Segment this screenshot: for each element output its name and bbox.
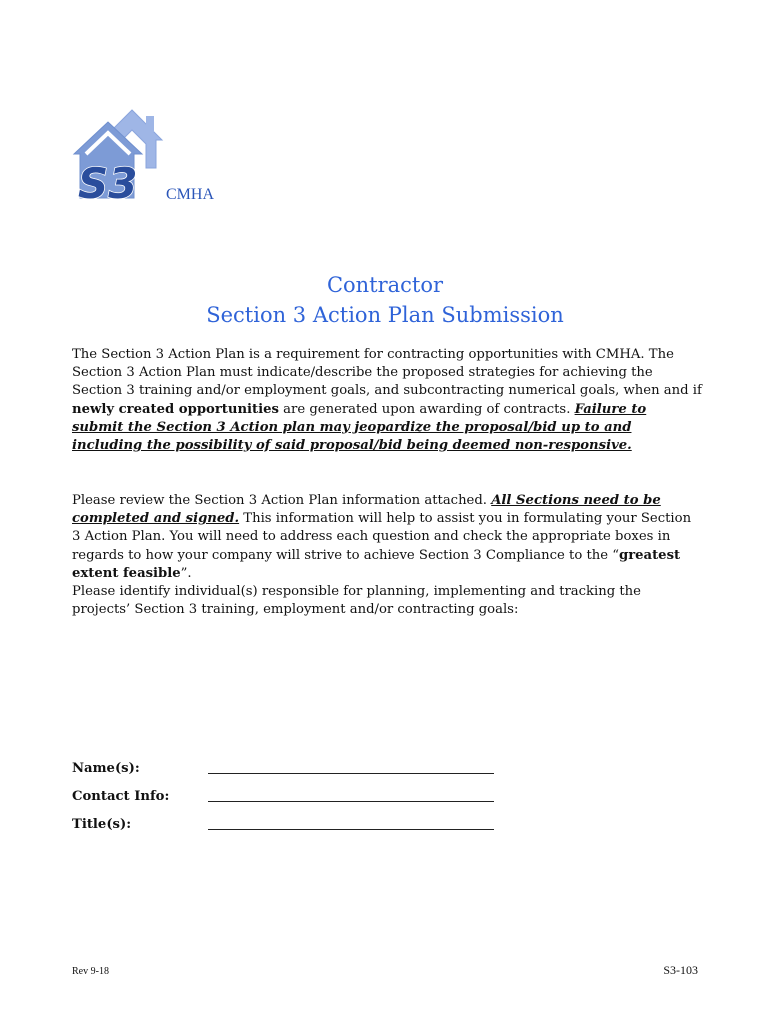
review-text-5: ”. xyxy=(180,565,192,581)
intro-text-3: are generated upon awarding of contracts. xyxy=(278,401,575,417)
logo-text: S3 xyxy=(78,159,138,206)
review-paragraph xyxy=(72,492,702,583)
page-title xyxy=(0,270,770,330)
org-name: CMHA xyxy=(166,186,215,203)
contact-field-row xyxy=(72,788,502,808)
review-text-3: This information will help to assist you in formulating your Section 3 Action Plan. You will need to address each question and check the appropriate boxes in regards to how your company will strive to achieve Section 3 Compliance to the “ xyxy=(72,511,692,563)
intro-bold-text: newly created opportunities xyxy=(72,401,279,417)
contact-label: Contact Info: xyxy=(72,789,170,804)
titles-line[interactable] xyxy=(208,829,494,830)
s3-house-logo-icon xyxy=(72,102,172,206)
review-emphasis-text: All Sections need to be completed and signed. xyxy=(72,493,661,527)
names-line[interactable] xyxy=(208,773,494,774)
names-label: Name(s): xyxy=(72,761,140,776)
contact-line[interactable] xyxy=(208,801,494,802)
titles-field-row xyxy=(72,816,502,836)
title-line-1: Contractor xyxy=(326,273,444,297)
identify-paragraph: Please identify individual(s) responsible for planning, implementing and tracking the projects’ Section 3 training, employment and/or contracting goals: xyxy=(72,584,641,618)
form-code: S3-103 xyxy=(663,963,698,977)
titles-label: Title(s): xyxy=(72,817,132,832)
review-bold-text: greatest extent feasible xyxy=(72,547,681,581)
names-field-row xyxy=(72,760,502,780)
revision-label: Rev 9-18 xyxy=(72,966,109,977)
intro-text-1: The Section 3 Action Plan is a requirement for contracting opportunities with CMHA. The Section 3 Action Plan must indicate/describe the proposed strategies for achieving the Section 3 training and/or employment goals, and subcontracting numerical goals, when and if xyxy=(72,347,702,399)
review-text-1: Please review the Section 3 Action Plan information attached. xyxy=(72,493,492,508)
intro-paragraph xyxy=(72,346,702,455)
title-line-2: Section 3 Action Plan Submission xyxy=(206,303,564,327)
intro-warning-text: Failure to submit the Section 3 Action plan may jeopardize the proposal/bid up to and including the possibility of said proposal/bid being deemed non-responsive. xyxy=(72,401,647,454)
